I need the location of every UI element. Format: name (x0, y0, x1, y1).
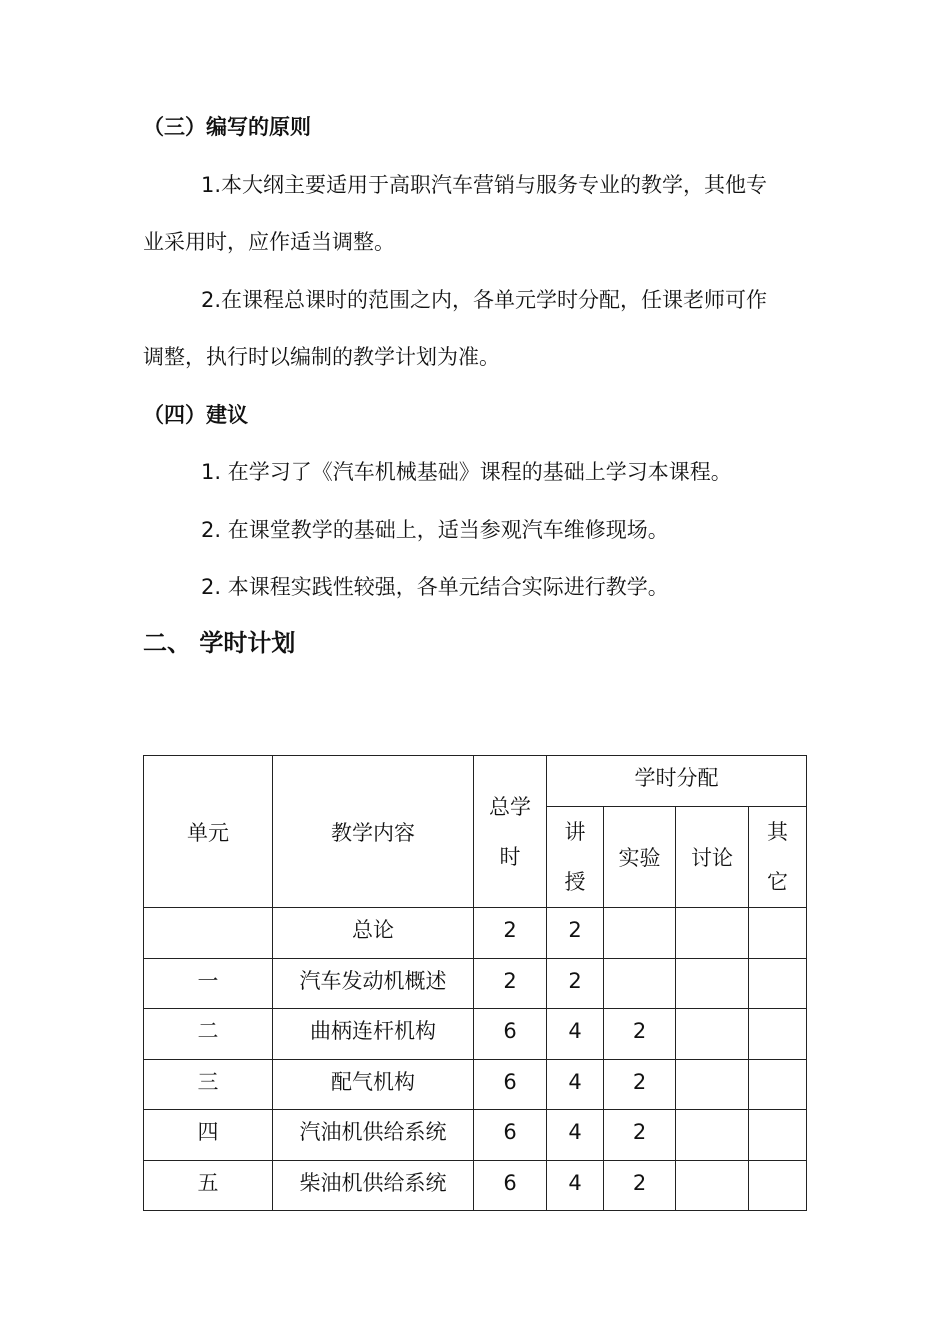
header-other-line-1: 其 (767, 820, 788, 844)
cell-unit (144, 908, 273, 959)
cell-unit: 四 (144, 1110, 273, 1161)
header-lab: 实验 (604, 807, 676, 908)
cell-other (749, 959, 807, 1009)
cell-discussion (676, 1060, 749, 1110)
table-row (144, 1161, 807, 1211)
header-lecture-line-1: 讲 (564, 820, 586, 844)
header-total-hours (474, 756, 547, 908)
header-total-hours-line-2: 时 (499, 844, 521, 869)
cell-total: 2 (474, 908, 547, 959)
cell-lab (604, 908, 676, 959)
header-unit: 单元 (144, 756, 273, 908)
cell-lecture: 2 (547, 908, 604, 959)
suggestion-3: 2. 本课程实践性较强，各单元结合实际进行教学。 (201, 575, 669, 599)
cell-lab: 2 (604, 1161, 676, 1211)
cell-discussion (676, 1161, 749, 1211)
cell-unit: 一 (144, 959, 273, 1009)
cell-other (749, 1110, 807, 1161)
cell-other (749, 1161, 807, 1211)
cell-lab (604, 959, 676, 1009)
paragraph-1-line-1: 1.本大纲主要适用于高职汽车营销与服务专业的教学，其他专 (201, 173, 768, 197)
paragraph-1-line-2: 业采用时，应作适当调整。 (143, 230, 395, 254)
cell-unit: 二 (144, 1009, 273, 1060)
cell-content: 配气机构 (273, 1060, 474, 1110)
table-row (144, 959, 807, 1009)
cell-lecture: 4 (547, 1110, 604, 1161)
cell-unit: 五 (144, 1161, 273, 1211)
cell-total: 2 (474, 959, 547, 1009)
suggestion-2: 2. 在课堂教学的基础上，适当参观汽车维修现场。 (201, 518, 669, 542)
suggestion-1: 1. 在学习了《汽车机械基础》课程的基础上学习本课程。 (201, 460, 732, 484)
table-row (144, 1110, 807, 1161)
header-total-hours-line-1: 总学 (489, 794, 531, 819)
cell-discussion (676, 908, 749, 959)
table-row (144, 908, 807, 959)
header-lecture-line-2: 授 (564, 870, 586, 894)
table-header-row-1 (144, 756, 807, 807)
header-other (749, 807, 807, 908)
cell-content: 汽车发动机概述 (273, 959, 474, 1009)
cell-discussion (676, 1009, 749, 1060)
cell-other (749, 1060, 807, 1110)
cell-lecture: 4 (547, 1161, 604, 1211)
cell-total: 6 (474, 1161, 547, 1211)
cell-unit: 三 (144, 1060, 273, 1110)
table-row (144, 1009, 807, 1060)
section-heading-suggestions: （四）建议 (143, 403, 248, 427)
cell-content: 汽油机供给系统 (273, 1110, 474, 1161)
schedule-table (143, 755, 807, 1211)
paragraph-2-line-1: 2.在课程总课时的范围之内，各单元学时分配，任课老师可作 (201, 288, 768, 312)
header-content: 教学内容 (273, 756, 474, 908)
table-row (144, 1060, 807, 1110)
header-discussion: 讨论 (676, 807, 749, 908)
chapter-heading-schedule: 二、 学时计划 (143, 629, 296, 657)
cell-total: 6 (474, 1060, 547, 1110)
cell-content: 柴油机供给系统 (273, 1161, 474, 1211)
cell-lab: 2 (604, 1060, 676, 1110)
cell-lecture: 2 (547, 959, 604, 1009)
cell-total: 6 (474, 1110, 547, 1161)
cell-content: 曲柄连杆机构 (273, 1009, 474, 1060)
header-hour-allocation: 学时分配 (547, 756, 807, 807)
cell-total: 6 (474, 1009, 547, 1060)
cell-lab: 2 (604, 1009, 676, 1060)
header-other-line-2: 它 (767, 870, 788, 894)
cell-lecture: 4 (547, 1060, 604, 1110)
paragraph-2-line-2: 调整，执行时以编制的教学计划为准。 (143, 345, 500, 369)
cell-discussion (676, 959, 749, 1009)
cell-other (749, 908, 807, 959)
header-lecture (547, 807, 604, 908)
cell-other (749, 1009, 807, 1060)
section-heading-principles: （三）编写的原则 (143, 115, 311, 139)
cell-discussion (676, 1110, 749, 1161)
cell-content: 总论 (273, 908, 474, 959)
cell-lecture: 4 (547, 1009, 604, 1060)
cell-lab: 2 (604, 1110, 676, 1161)
